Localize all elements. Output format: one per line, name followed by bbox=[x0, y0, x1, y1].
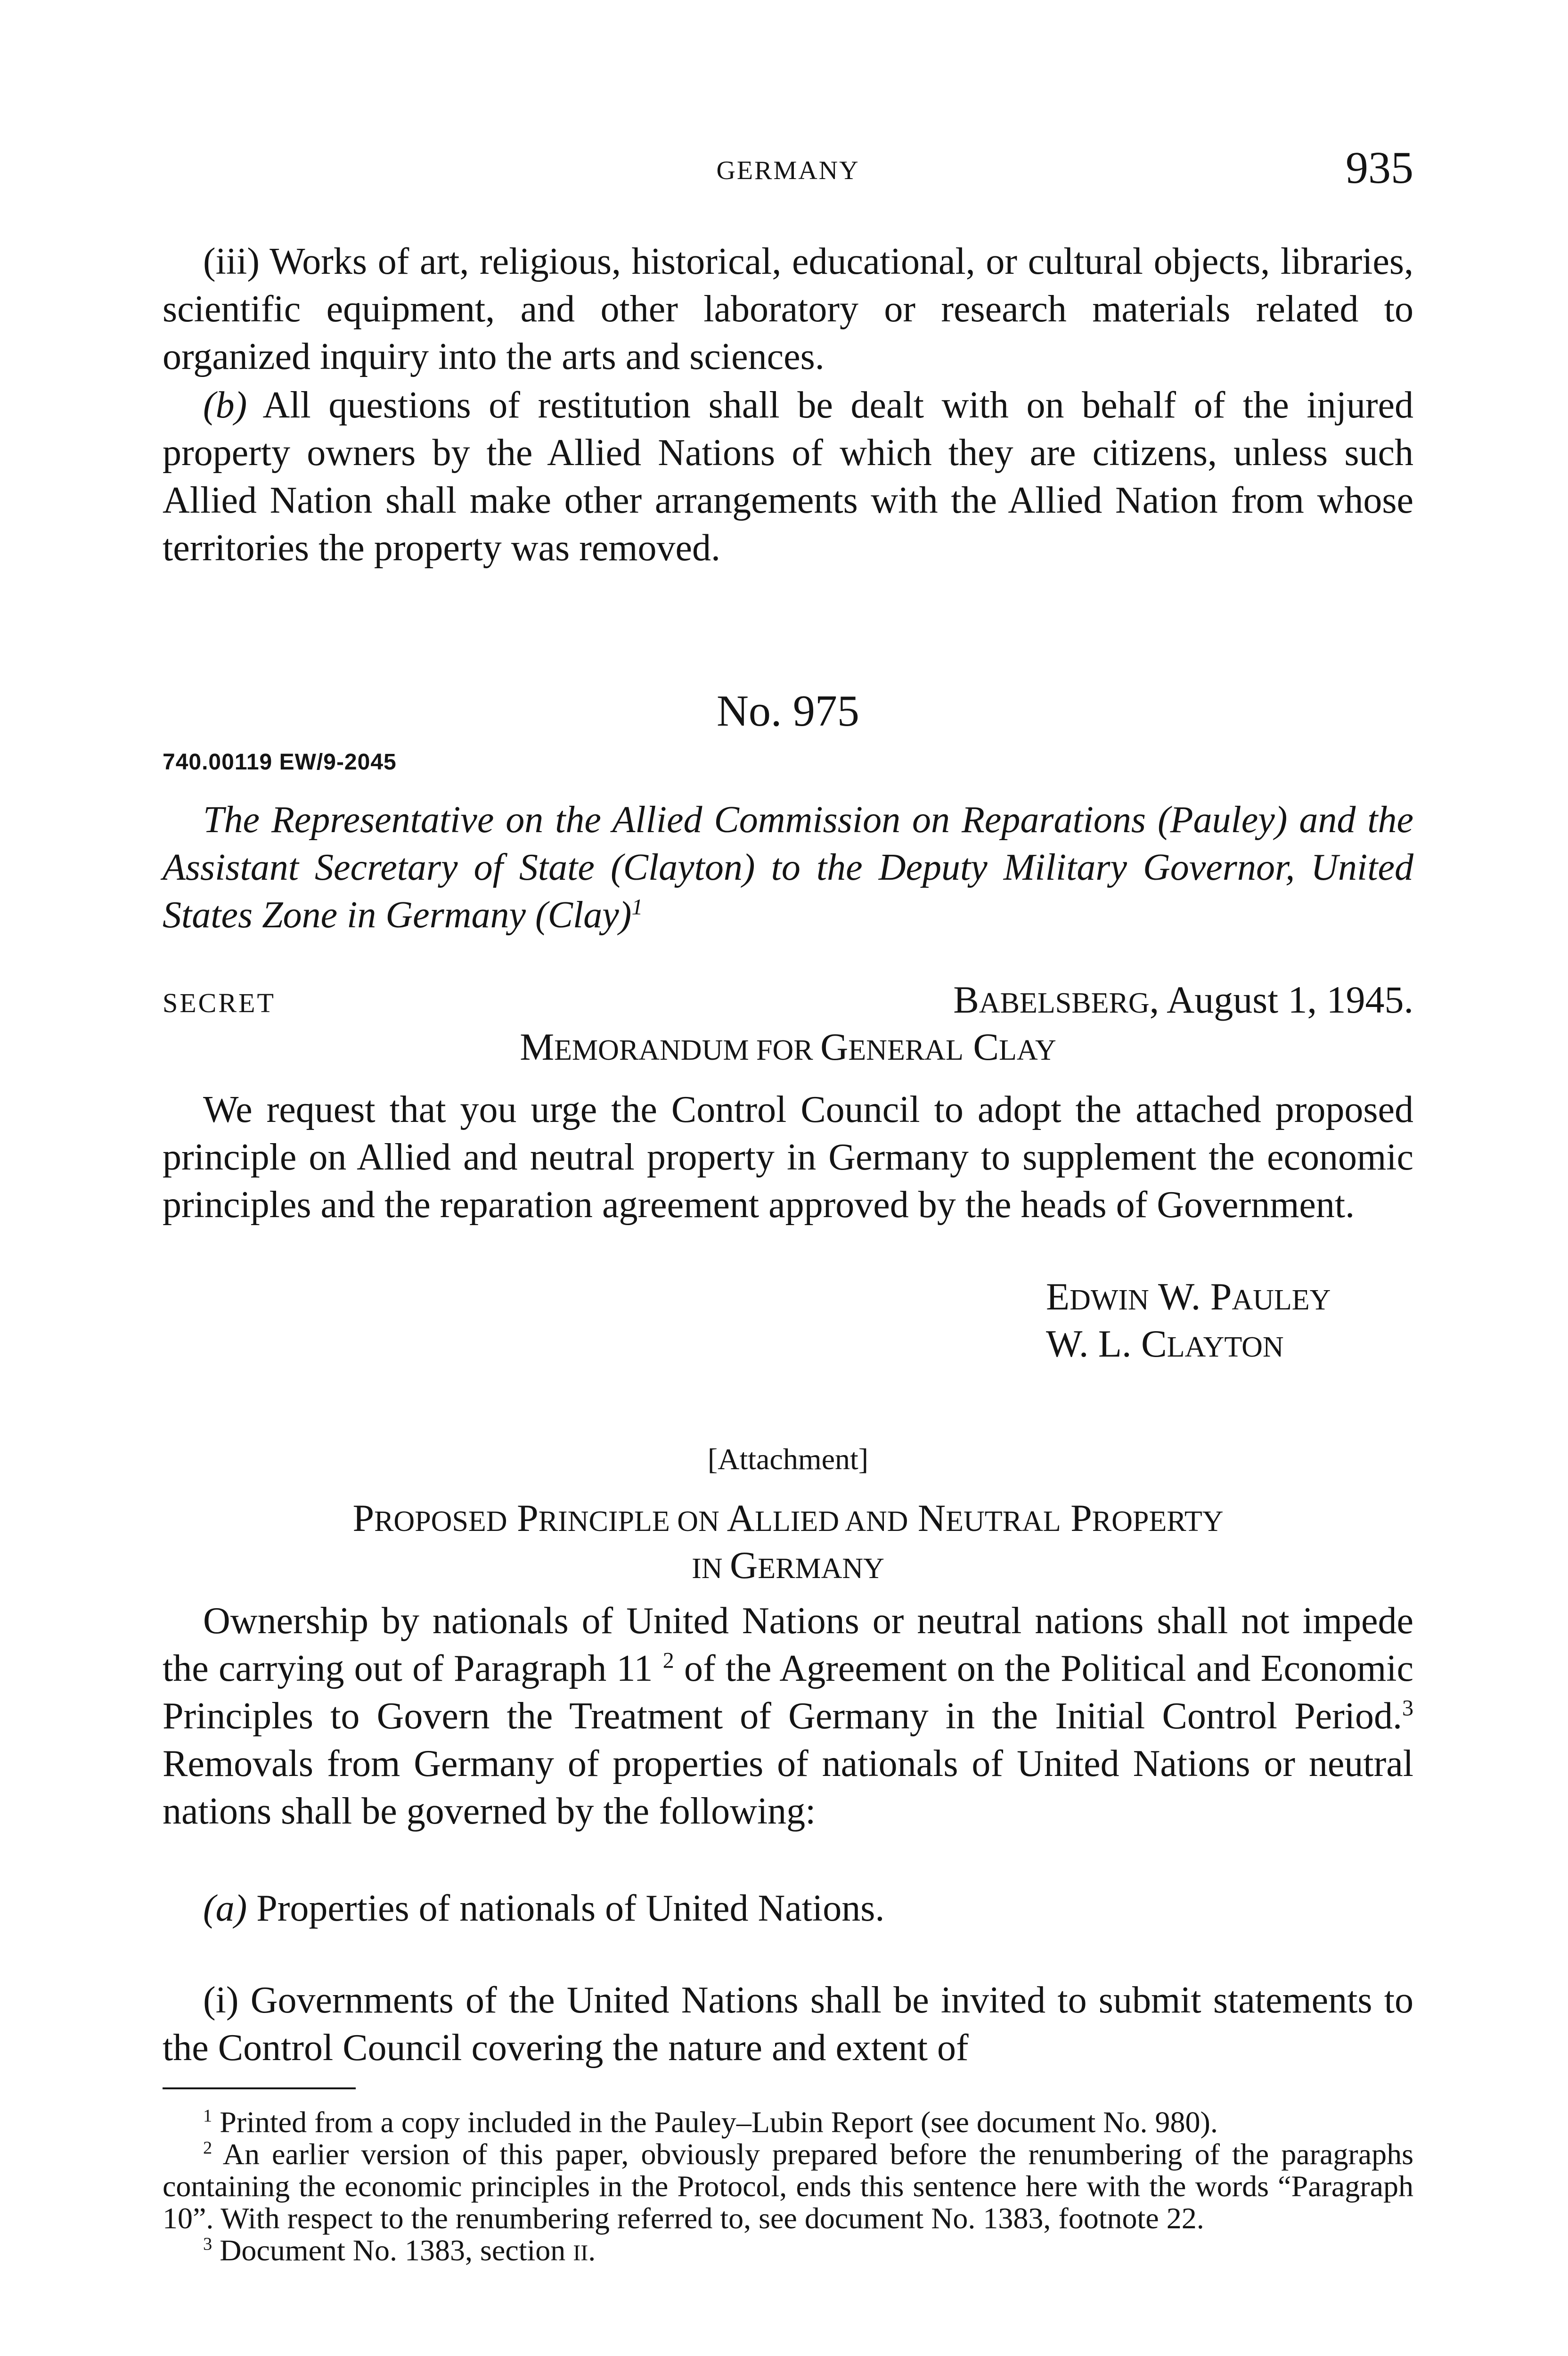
attachment-item-i: (i) Governments of the United Nations shall be invited to submit statements to the Control Council covering the nature and extent of bbox=[163, 1980, 1413, 2069]
footnote-rule bbox=[163, 2087, 356, 2089]
paragraph-b-label: (b) bbox=[203, 384, 247, 426]
page-number: 935 bbox=[1346, 142, 1413, 193]
document-number: No. 975 bbox=[717, 687, 859, 736]
attachment-paragraph: Ownership by nationals of United Nations or neutral nations shall not impede the carrying out of Paragraph 11 $^2$ of the Agreement on the Political and Economic Principles to Govern the Treatment of Germany in the Initial Control Period.$^3$ Removals from Germany of properties of nationals of United Nations or neutral nations shall be governed by the following: bbox=[163, 1600, 1414, 1832]
attachment-title-line-2: IN GERMANY bbox=[692, 1544, 884, 1587]
attachment-item-a: (a) Properties of nationals of United Nations. bbox=[203, 1888, 885, 1929]
document-title bbox=[163, 796, 1413, 939]
document-page bbox=[163, 0, 1413, 2356]
paragraph-b-text: All questions of restitution shall be dealt with on behalf of the injured property owners by the Allied Nations of which they are citizens, unless such Allied Nation shall make other arrangements with the Allied Nation from whose territories the property was removed. bbox=[163, 384, 1413, 569]
footnote-marker-3: 3 bbox=[1402, 1695, 1413, 1721]
page-header bbox=[163, 141, 1413, 193]
footnote-1: $^1$ Printed from a copy included in the Pauley–Lubin Report (see document No. 980). bbox=[203, 2105, 1218, 2139]
footnotes bbox=[163, 2106, 1413, 2269]
memo-heading: MEMORANDUM FOR GENERAL CLAY bbox=[520, 1025, 1056, 1068]
paragraph-b bbox=[163, 382, 1413, 572]
file-reference: 740.00119 EW/9-2045 bbox=[163, 750, 397, 775]
attachment-title-line-1: PROPOSED PRINCIPLE ON ALLIED AND NEUTRAL PROPERTY bbox=[352, 1497, 1224, 1539]
classification: SECRET bbox=[163, 988, 276, 1018]
signature-clayton: W. L. CLAYTON bbox=[1046, 1322, 1284, 1365]
footnote-2: $^2$ An earlier version of this paper, obviously prepared before the renumbering of the paragraphs containing the economic principles in the Protocol, ends this sentence here with the words “Paragraph 10”. With respect to the renumbering referred to, see document No. 1383, footnote 22. bbox=[163, 2137, 1414, 2235]
paragraph-iii: (iii) Works of art, religious, historical, educational, or cultural objects, libraries, scientific equipment, and other laboratory or research materials related to organized inquiry into the arts and sciences. bbox=[163, 241, 1413, 377]
running-head: GERMANY bbox=[716, 156, 860, 185]
signature-pauley: EDWIN W. PAULEY bbox=[1046, 1275, 1331, 1318]
place-date: BABELSBERG, August 1, 1945. bbox=[953, 978, 1413, 1021]
footnote-marker-1: 1 bbox=[631, 894, 643, 920]
attachment-label: [Attachment] bbox=[707, 1442, 869, 1476]
footnote-3: $^3$ Document No. 1383, section II. bbox=[203, 2233, 596, 2267]
document-title-text: The Representative on the Allied Commission on Reparations (Pauley) and the Assistant Secretary of State (Clayton) to the Deputy Military Governor, United States Zone in Germany (Clay) bbox=[163, 799, 1413, 936]
memo-body: We request that you urge the Control Council to adopt the attached proposed principle on Allied and neutral property in Germany to supplement the economic principles and the reparation agreement approved by the heads of Government. bbox=[163, 1089, 1413, 1226]
footnote-marker-2: 2 bbox=[662, 1648, 674, 1673]
